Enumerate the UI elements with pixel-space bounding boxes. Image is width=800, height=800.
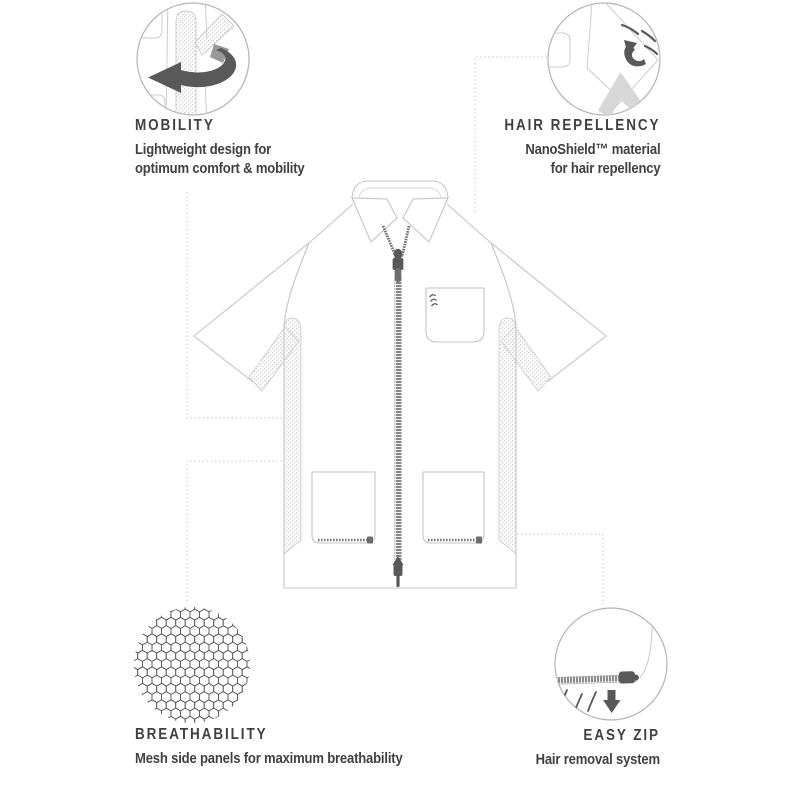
easy-zip-callout [536, 727, 660, 769]
breathability-desc-line1: Mesh side panels for maximum breathability [135, 750, 403, 767]
easy-zip-desc-line1: Hair removal system [535, 751, 660, 768]
zipper-slider [393, 249, 404, 282]
zipper [383, 226, 409, 587]
zipper-bottom-pull [393, 556, 404, 587]
hair-repellency-circle [544, 1, 660, 115]
chest-pocket [426, 288, 484, 342]
hair-repellency-desc-line2: for hair repellency [550, 160, 660, 177]
breathability-title: BREATHABILITY [135, 726, 268, 743]
mobility-circle [130, 0, 249, 125]
breathability-leader-line [187, 461, 282, 603]
hair-repellency-callout [504, 117, 660, 178]
mesh-honeycomb-icon [134, 607, 250, 723]
easy-zip-title: EASY ZIP [583, 727, 660, 744]
easy-zip-circle [552, 608, 667, 720]
hair-repellency-title: HAIR REPELLENCY [503, 117, 660, 134]
collar [352, 181, 448, 242]
mobility-desc-line2: optimum comfort & mobility [135, 160, 305, 177]
mobility-desc-line1: Lightweight design for [135, 141, 272, 158]
breathability-callout [135, 726, 403, 768]
mobility-callout [135, 117, 304, 178]
mobility-leader-line [187, 192, 282, 418]
mobility-title: MOBILITY [135, 117, 215, 134]
hair-repellency-desc-line1: NanoShield™ material [524, 141, 660, 158]
easy-zip-leader-line [517, 534, 603, 605]
garment-illustration [194, 181, 606, 588]
breathability-circle [134, 607, 250, 723]
